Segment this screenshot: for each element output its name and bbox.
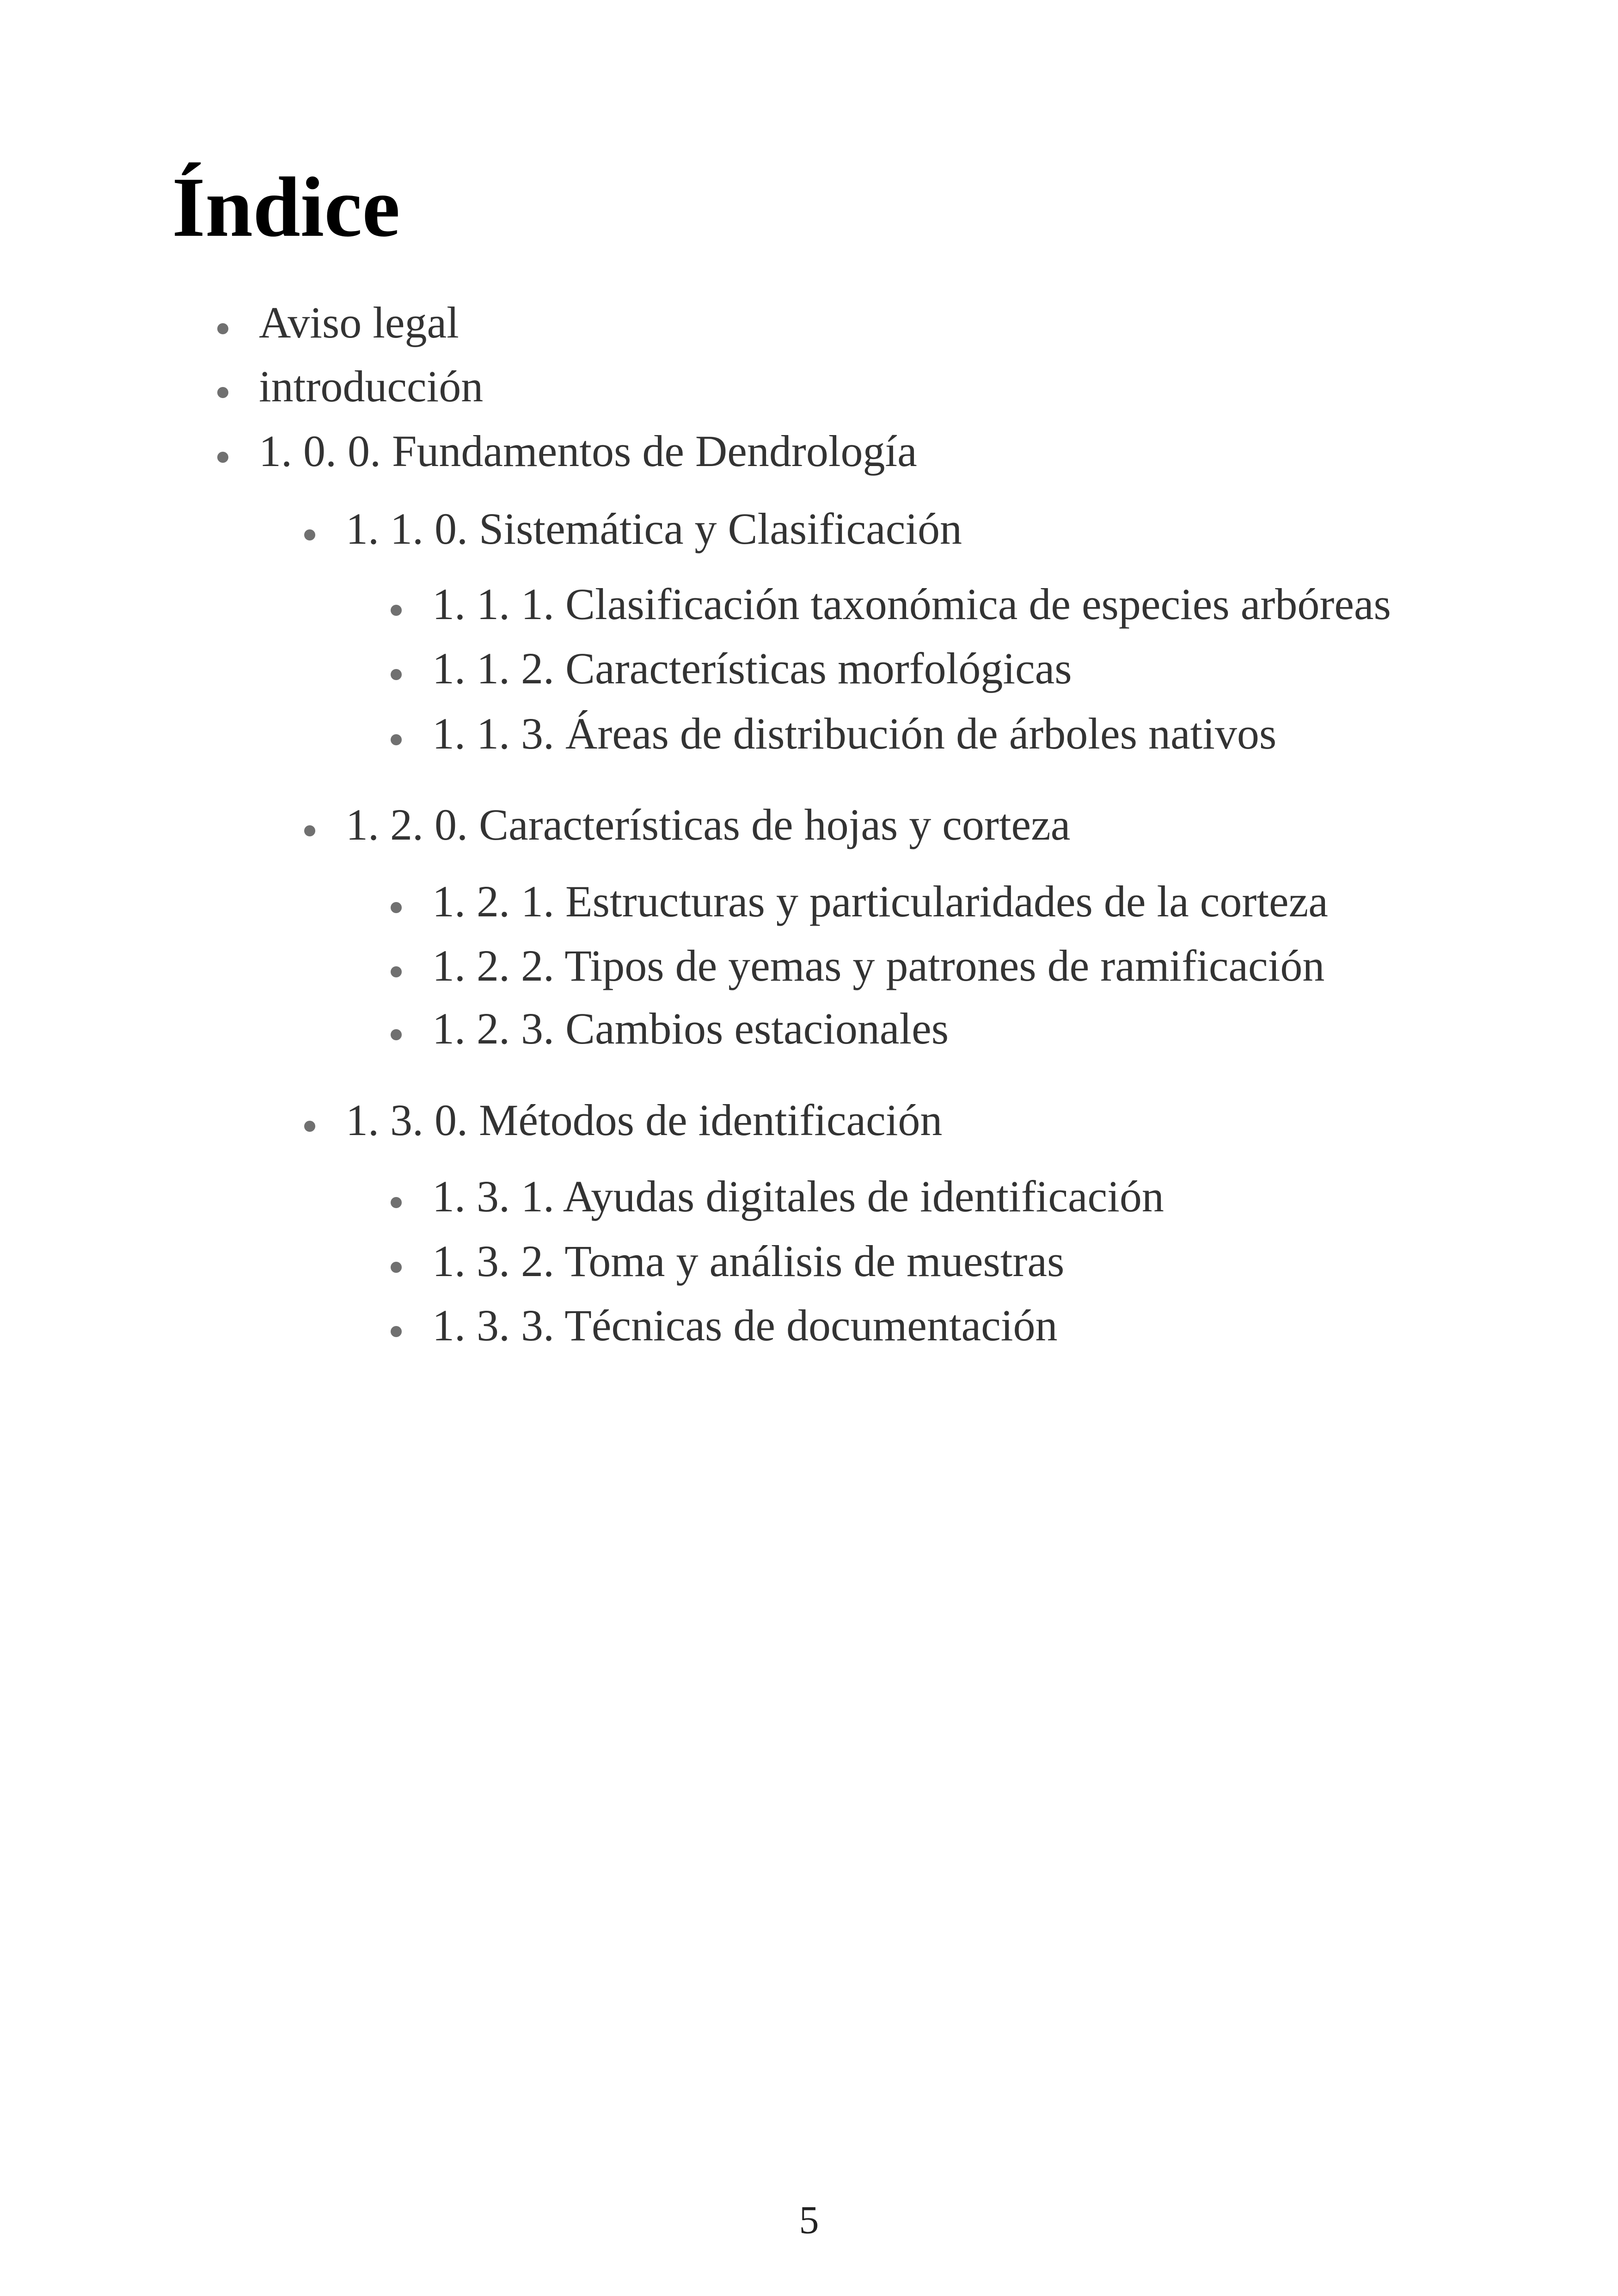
list-bullet (391, 669, 402, 680)
toc-entry-1-2-3[interactable]: 1. 2. 3. Cambios estacionales (432, 1004, 949, 1053)
toc-entry-1-1-0[interactable]: 1. 1. 0. Sistemática y Clasificación (346, 504, 962, 553)
list-bullet (304, 825, 315, 836)
list-bullet (217, 387, 228, 398)
toc-entry-1-0-0[interactable]: 1. 0. 0. Fundamentos de Dendrología (259, 426, 917, 476)
toc-entry-1-3-1[interactable]: 1. 3. 1. Ayudas digitales de identificación (432, 1172, 1164, 1221)
page-title: Índice (172, 160, 400, 255)
list-bullet (391, 1262, 402, 1273)
toc-entry-1-2-1[interactable]: 1. 2. 1. Estructuras y particularidades de la corteza (432, 877, 1328, 926)
list-bullet (391, 902, 402, 913)
list-bullet (391, 734, 402, 745)
list-bullet (217, 452, 228, 463)
list-bullet (391, 1029, 402, 1040)
toc-entry-1-3-0[interactable]: 1. 3. 0. Métodos de identificación (346, 1095, 943, 1145)
toc-entry-1-3-3[interactable]: 1. 3. 3. Técnicas de documentación (432, 1301, 1058, 1350)
page-number: 5 (799, 2198, 819, 2242)
toc-entry-1-1-2[interactable]: 1. 1. 2. Características morfológicas (432, 644, 1072, 693)
toc-entry-1-2-0[interactable]: 1. 2. 0. Características de hojas y corteza (346, 800, 1071, 849)
toc-entry-1-2-2[interactable]: 1. 2. 2. Tipos de yemas y patrones de ramificación (432, 941, 1325, 990)
toc-entry-introduccion[interactable]: introducción (259, 362, 484, 411)
toc-entry-aviso-legal[interactable]: Aviso legal (259, 298, 459, 347)
list-bullet (391, 1326, 402, 1337)
list-bullet (391, 966, 402, 977)
list-bullet (217, 323, 228, 334)
toc-entry-1-3-2[interactable]: 1. 3. 2. Toma y análisis de muestras (432, 1236, 1065, 1286)
list-bullet (304, 1121, 315, 1132)
list-bullet (391, 605, 402, 616)
list-bullet (304, 529, 315, 540)
list-bullet (391, 1197, 402, 1208)
toc-entry-1-1-1[interactable]: 1. 1. 1. Clasificación taxonómica de especies arbóreas (432, 579, 1391, 629)
toc-entry-1-1-3[interactable]: 1. 1. 3. Áreas de distribución de árboles nativos (432, 709, 1277, 758)
